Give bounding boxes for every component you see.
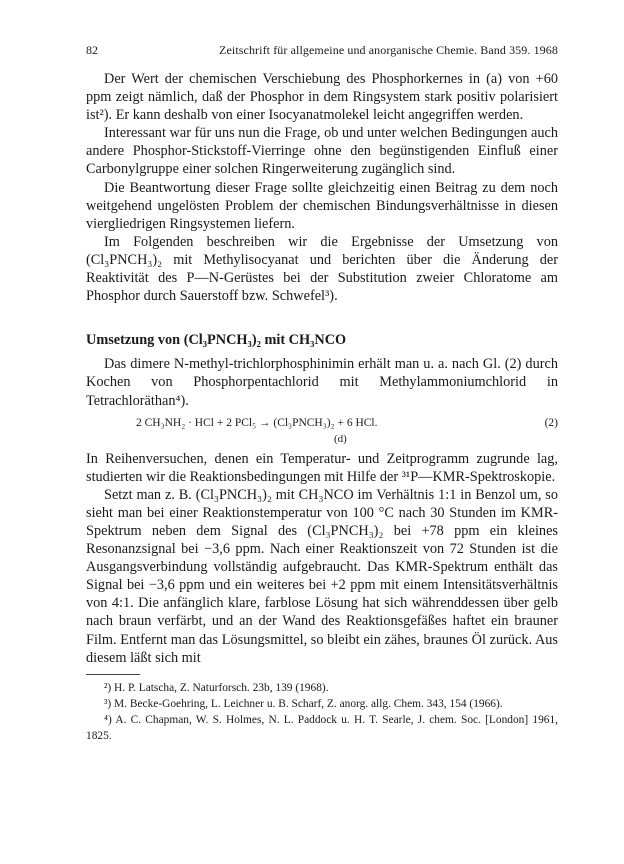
running-header [86, 43, 558, 59]
equation-label: (d) [334, 432, 347, 445]
equation [86, 412, 558, 446]
footnote: ⁴) A. C. Chapman, W. S. Holmes, N. L. Paddock u. H. T. Searle, J. chem. Soc. [London] 1961, 1825. [86, 714, 558, 742]
paragraph: Das dimere N-methyl-trichlorphosphinimin erhält man u. a. nach Gl. (2) durch Kochen von Phosphorpentachlorid mit Methylammoniumchlorid in Tetrachloräthan⁴). [86, 356, 558, 409]
journal-title: Zeitschrift für allgemeine und anorganische Chemie. Band 359. 1968 [219, 43, 558, 57]
footnotes [86, 680, 558, 744]
footnote-rule [86, 674, 140, 675]
footnote: ²) H. P. Latscha, Z. Naturforsch. 23b, 139 (1968). [104, 682, 329, 694]
paragraph: In Reihenversuchen, denen ein Temperatur- und Zeitprogramm zugrunde lag, studierten wir die Reaktionsbedingungen mit Hilfe der ³¹P—KMR-Spektroskopie. [86, 450, 558, 485]
body-text [86, 70, 558, 667]
footnote: ³) M. Becke-Goehring, L. Leichner u. B. Scharf, Z. anorg. allg. Chem. 343, 154 (1966). [104, 698, 503, 710]
equation-text: 2 CH₃NH₂ · HCl + 2 PCl₅ → (Cl₃PNCH₃)₂ + 6 HCl. [136, 416, 378, 429]
paragraph: Der Wert der chemischen Verschiebung des Phosphorkernes in (a) von +60 ppm zeigt nämlich, daß der Phosphor in dem Ringsystem stark positiv polarisiert ist²). Er kann deshalb von einer Isocyanatmolekel leicht angegriffen werden. [86, 71, 558, 124]
section-heading: Umsetzung von (Cl₃PNCH₃)₂ mit CH₃NCO [86, 332, 347, 349]
page-number: 82 [86, 43, 98, 57]
paragraph: Die Beantwortung dieser Frage sollte gleichzeitig einen Beitrag zu dem noch weitgehend ungelösten Problem der chemischen Bindungsverhältnisse in diesen viergliedrigen Ringsystemen liefern. [86, 179, 558, 232]
paragraph: Setzt man z. B. (Cl₃PNCH₃)₂ mit CH₃NCO im Verhältnis 1:1 in Benzol um, so sieht man bei einer Reaktionstemperatur von 100 °C nach 30 Stunden im KMR-Spektrum neben dem Signal des (Cl₃PNCH₃)₂ bei +78 ppm ein kleines Resonanzsignal bei −3,6 ppm. Nach einer Reaktionszeit von 72 Stunden ist die Ausgangsverbindung vollständig aufgebraucht. Das KMR-Spektrum enthält das Signal bei −3,6 ppm und ein weiteres bei +2 ppm mit einem Intensitätsverhältnis von 4:1. Die anfänglich klare, farblose Lösung hat sich währenddessen über gelb nach braun verfärbt, und an der Wand des Reaktionsgefäßes haftet ein brauner Film. Entfernt man das Lösungsmittel, so bleibt ein zähes, braunes Öl zurück. Aus diesem läßt sich mit [86, 486, 558, 666]
paragraph: Im Folgenden beschreiben wir die Ergebnisse der Umsetzung von (Cl₃PNCH₃)₂ mit Methylisocyanat und berichten über die Änderung der Reaktivität des P—N-Gerüstes bei der Substitution zweier Chloratome am Phosphor durch Sauerstoff bzw. Schwefel³). [86, 233, 558, 305]
paragraph: Interessant war für uns nun die Frage, ob und unter welchen Bedingungen auch andere Phosphor-Stickstoff-Vierringe ohne den begünstigenden Einfluß einer Carbonylgruppe einer solchen Ringerweiterung zugänglich sind. [86, 125, 558, 178]
equation-number: (2) [544, 416, 558, 429]
